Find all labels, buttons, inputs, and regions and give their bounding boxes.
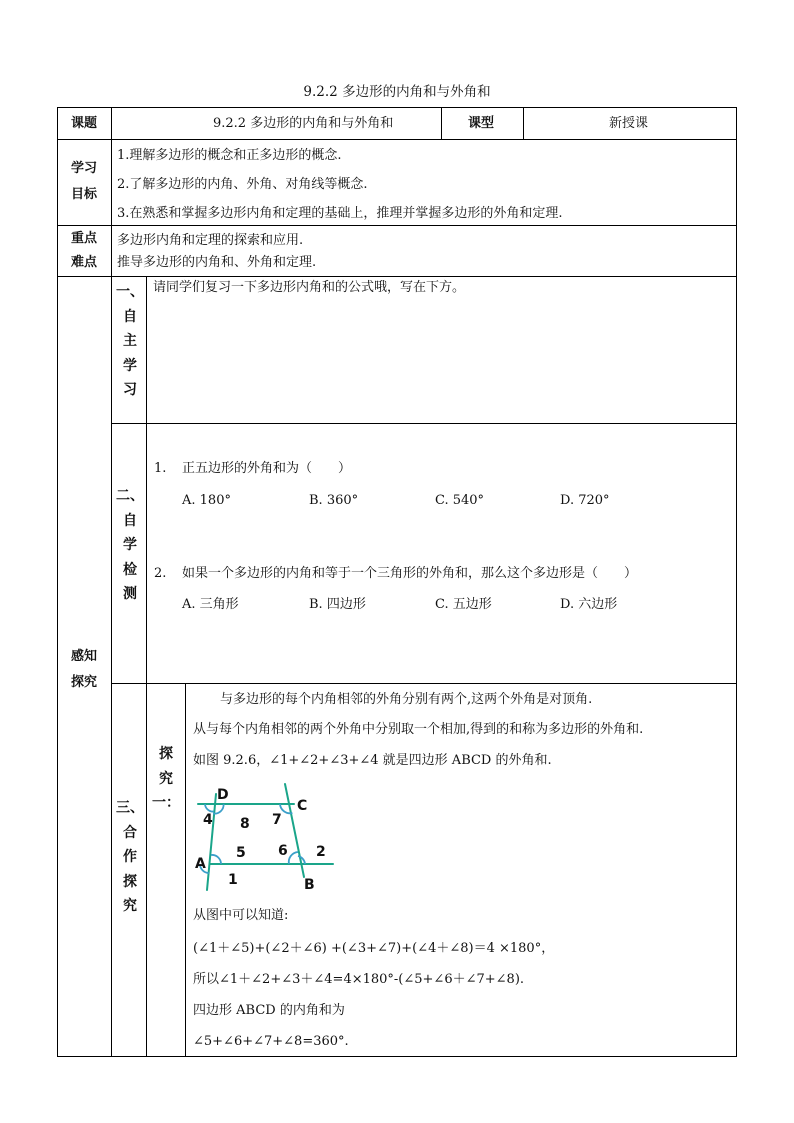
angle-label-2: 2 (316, 844, 326, 860)
vertex-label-a: A (195, 856, 206, 872)
section3-caption: 三、 合 作 探 究 (116, 800, 144, 914)
type-label: 课型 (468, 116, 495, 131)
option-b: B. 四边形 (309, 597, 366, 612)
arc-angle-5 (211, 855, 221, 864)
topic-label: 课题 (71, 116, 98, 131)
table-col-divider (185, 683, 186, 1057)
line-ad (207, 794, 216, 890)
explore-label-1: 感知 (71, 649, 98, 664)
arc-angle-6 (289, 852, 298, 864)
angle-label-6: 6 (278, 843, 288, 859)
angle-label-7: 7 (272, 812, 282, 828)
explore-label-2: 探究 (71, 675, 98, 690)
paragraph-line: 从与每个内角相邻的两个外角中分别取一个相加,得到的和称为多边形的外角和. (193, 722, 644, 737)
table-border-left (57, 107, 58, 1057)
equation-line: 所以∠1＋∠2+∠3＋∠4=4×180°-(∠5+∠6＋∠7+∠8). (193, 972, 525, 987)
table-col-divider (146, 276, 147, 1057)
objective-item: 2.了解多边形的内角、外角、对角线等概念. (117, 177, 368, 192)
angle-label-5: 5 (236, 845, 246, 861)
angle-label-1: 1 (228, 872, 238, 888)
option-a: A. 三角形 (182, 597, 239, 612)
table-row-divider (111, 683, 737, 684)
paragraph-line: 从图中可以知道: (193, 908, 289, 923)
question-text: 正五边形的外角和为（ ） (182, 461, 352, 476)
keypoints-label-2: 难点 (71, 255, 98, 270)
keypoint-item: 推导多边形的内角和、外角和定理. (117, 255, 317, 270)
angle-label-8: 8 (240, 816, 250, 832)
table-border-bottom (57, 1056, 737, 1057)
question-number: 1. (154, 461, 167, 476)
keypoints-label-1: 重点 (71, 231, 98, 246)
objective-item: 1.理解多边形的概念和正多边形的概念. (117, 148, 342, 163)
angle-label-4: 4 (203, 812, 213, 828)
section2-caption: 二、 自 学 检 测 (116, 488, 144, 602)
quadrilateral-diagram (190, 780, 350, 895)
table-row-divider (111, 423, 737, 424)
objectives-label-1: 学习 (71, 161, 98, 176)
option-b: B. 360° (309, 493, 359, 508)
table-border-top (57, 107, 737, 108)
page-title: 9.2.2 多边形的内角和与外角和 (303, 84, 491, 100)
objectives-label-2: 目标 (71, 187, 98, 202)
question-text: 如果一个多边形的内角和等于一个三角形的外角和，那么这个多边形是（ ） (182, 566, 638, 581)
table-col-divider (523, 107, 524, 140)
equation-line: ∠5+∠6+∠7+∠8=360°. (193, 1034, 349, 1049)
table-col-divider (441, 107, 442, 140)
option-d: D. 720° (560, 493, 610, 508)
arc-angle-4 (205, 804, 214, 812)
table-row-divider (57, 139, 737, 140)
paragraph-line: 如图 9.2.6，∠1+∠2+∠3+∠4 就是四边形 ABCD 的外角和. (193, 753, 552, 768)
option-c: C. 540° (435, 493, 485, 508)
table-row-divider (57, 225, 737, 226)
equation-line: (∠1＋∠5)+(∠2＋∠6) +(∠3+∠7)+(∠4＋∠8)＝4 ×180°， (193, 941, 555, 956)
question-number: 2. (154, 566, 167, 581)
vertex-label-c: C (297, 798, 308, 814)
section1-text: 请同学们复习一下多边形内角和的公式哦，写在下方。 (153, 280, 466, 295)
paragraph-line: 四边形 ABCD 的内角和为 (193, 1003, 345, 1018)
keypoint-item: 多边形内角和定理的探索和应用. (117, 233, 304, 248)
option-c: C. 五边形 (435, 597, 492, 612)
vertex-label-b: B (304, 877, 315, 893)
option-a: A. 180° (182, 493, 231, 508)
section3-sub-caption: 探 究 一： (152, 746, 180, 811)
type-value: 新授课 (609, 116, 649, 131)
section1-caption: 一、 自 主 学 习 (116, 284, 144, 398)
table-border-right (736, 107, 737, 1057)
option-d: D. 六边形 (560, 597, 618, 612)
objective-item: 3.在熟悉和掌握多边形内角和定理的基础上，推理并掌握多边形的外角和定理. (117, 206, 563, 221)
paragraph-line: 与多边形的每个内角相邻的外角分别有两个,这两个外角是对顶角. (220, 692, 593, 707)
table-row-divider (57, 276, 737, 277)
table-col-divider (111, 107, 112, 1057)
topic-value: 9.2.2 多边形的内角和与外角和 (213, 116, 394, 131)
vertex-label-d: D (217, 787, 229, 803)
